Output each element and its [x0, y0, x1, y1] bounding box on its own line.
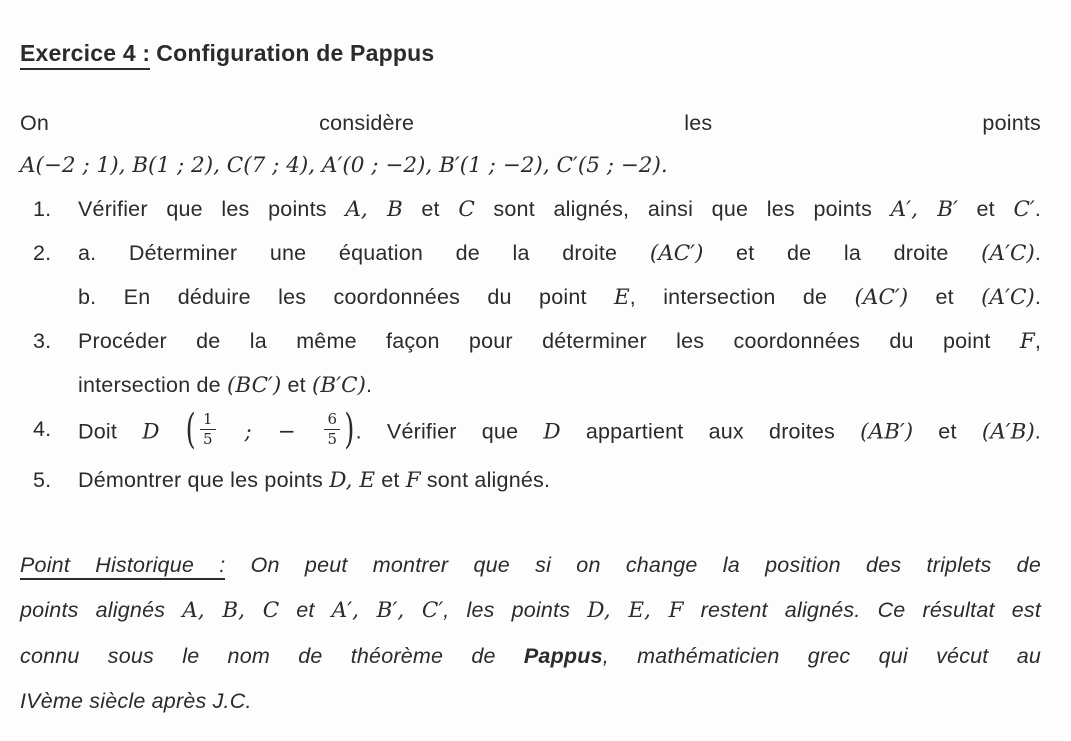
exercise-title-text: Configuration de Pappus [156, 40, 435, 66]
question-number: 4. [33, 417, 52, 441]
exercise-title [20, 38, 1041, 68]
big-parenthesis: ) [344, 405, 355, 454]
question-body [78, 194, 1041, 238]
question-line: b. En déduire les coordonnées du point E, intersection de (AC′) et (A′C). [78, 285, 1041, 310]
note-line: IVème siècle après J.C. [20, 688, 252, 713]
big-parenthesis: ( [185, 405, 196, 454]
question-item-1 [20, 194, 1041, 238]
note-line: connu sous le nom de théorème de Pappus, mathématicien grec qui vécut au [20, 643, 1042, 668]
note-line: Point Historique : On peut montrer que si on change la position des triplets de [20, 549, 1041, 581]
question-number: 5. [33, 467, 52, 492]
intro-points-line: A(−2 ; 1), B(1 ; 2), C(7 ; 4), A′(0 ; −2), B′(1 ; −2), C′(5 ; −2). [20, 153, 668, 178]
question-body [78, 238, 1041, 326]
question-number: 3. [33, 329, 52, 353]
intro-paragraph [20, 108, 1041, 181]
question-body [78, 326, 1041, 414]
note-line: points alignés A, B, C et A′, B′, C′, les points D, E, F restent alignés. Ce résultat est [20, 597, 1042, 623]
question-line: Procéder de la même façon pour déterminer les coordonnées du point F, [78, 329, 1041, 354]
question-body [78, 465, 1041, 509]
question-list [20, 194, 1041, 509]
fraction: $\frac{6}{5}$ [324, 411, 340, 449]
question-item-5 [20, 465, 1041, 509]
historical-note [20, 549, 1041, 717]
question-line: a. Déterminer une équation de la droite (AC′) et de la droite (A′C). [78, 241, 1041, 266]
question-number: 1. [33, 197, 52, 221]
question-line: Démontrer que les points D, E et F sont alignés. [78, 467, 551, 493]
question-line: Vérifier que les points A, B et C sont alignés, ainsi que les points A′, B′ et C′. [78, 197, 1041, 222]
fraction: $\frac{1}{5}$ [200, 411, 216, 449]
question-line: intersection de (BC′) et (B′C). [78, 373, 373, 398]
question-item-4 [20, 405, 1041, 465]
question-item-2 [20, 238, 1041, 326]
exercise-title-label: Exercice 4 : [20, 40, 150, 70]
question-body [78, 405, 1041, 465]
question-line: Doit D ( $\frac{1}{5}$ ; − $\frac{6}{5}$ ). Vérifier que D appartient aux droites (AB′) et (A′B). [78, 405, 1041, 454]
intro-lead-line: On considère les points [20, 111, 1041, 135]
question-number: 2. [33, 241, 52, 265]
question-item-3 [20, 326, 1041, 414]
